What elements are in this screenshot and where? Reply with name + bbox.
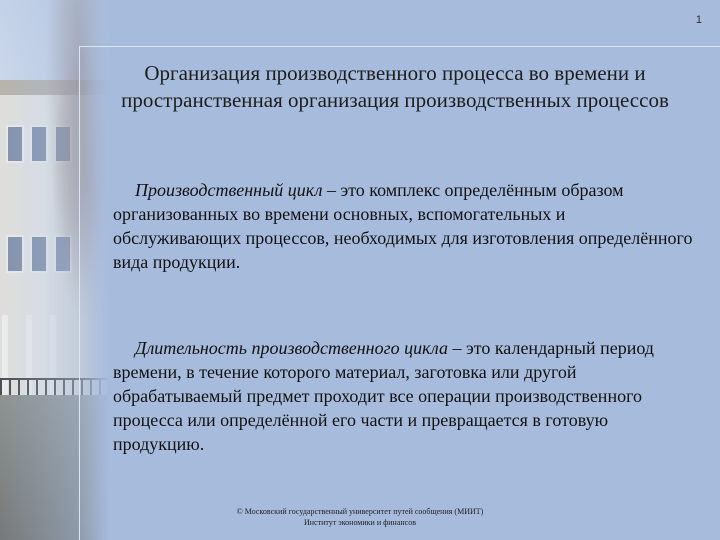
definition-paragraph-cycle	[113, 178, 698, 274]
footer-line-institute: Институт экономики и финансов	[303, 518, 416, 527]
slide-title: Организация производственного процесса во времени и пространственная организация производственных процессов	[121, 61, 669, 112]
footer-copyright	[160, 506, 560, 528]
definition-text-cycle: – это комплекс определённым образом организованных во времени основных, вспомогательных и обслуживающих процессов, необходимых для изготовления определённого вида продукции.	[113, 180, 693, 272]
term-cycle-duration: Длительность производственного цикла	[135, 338, 448, 358]
building-photo	[0, 0, 110, 540]
photo-fade-overlay	[0, 0, 110, 540]
definition-text-duration: – это календарный период времени, в течение которого материал, заготовка или другой обрабатываемый предмет проходит все операции производственного процесса или определённой его части и превращается в готовую продукцию.	[113, 338, 654, 454]
slide-number: 1	[695, 14, 702, 26]
definition-paragraph-duration	[113, 336, 698, 456]
term-production-cycle: Производственный цикл	[135, 180, 323, 200]
footer-line-university: © Московский государственный университет путей сообщения (МИИТ)	[236, 507, 484, 516]
left-divider	[79, 46, 80, 540]
top-divider	[80, 46, 720, 47]
